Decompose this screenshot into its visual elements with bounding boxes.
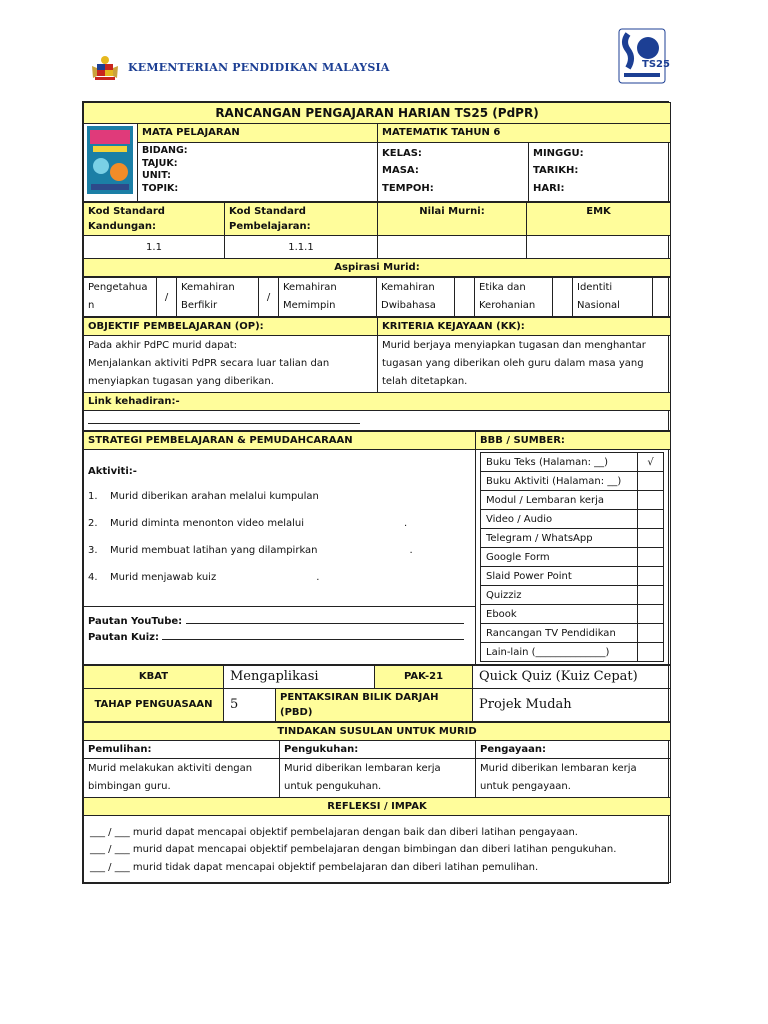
strategi-label: STRATEGI PEMBELAJARAN & PEMUDAHCARAAN [84, 432, 476, 450]
rph-title: RANCANGAN PENGAJARAN HARIAN TS25 (PdPR) [84, 103, 671, 124]
bbb-item[interactable]: Modul / Lembaran kerja [481, 491, 664, 510]
emk-label: EMK [527, 203, 671, 236]
book-cover-image [87, 126, 133, 194]
mid-fields [378, 142, 529, 201]
strategi-content [84, 450, 476, 665]
field-topik: TOPIK: [142, 183, 179, 195]
aspirasi-dwibahasa: Kemahiran Dwibahasa [377, 278, 455, 317]
subject-label: MATA PELAJARAN [138, 124, 378, 143]
nilai-murni-label: Nilai Murni: [378, 203, 527, 236]
aspirasi-etika: Etika dan Kerohanian [475, 278, 553, 317]
bbb-item[interactable]: Quizziz [481, 586, 664, 605]
pak21-label: PAK-21 [375, 666, 473, 689]
bbb-item[interactable]: Slaid Power Point [481, 567, 664, 586]
objektif-line-1: Pada akhir PdPC murid dapat: [88, 340, 237, 351]
bbb-list [480, 452, 664, 662]
tahap-value: 5 [224, 688, 276, 721]
link-underline [88, 412, 360, 424]
kandungan-value: 1.1 [84, 236, 225, 259]
objektif-label: OBJEKTIF PEMBELAJARAN (OP): [84, 318, 378, 336]
kandungan-label: Kod Standard Kandungan: [84, 203, 225, 236]
pembelajaran-label: Kod Standard Pembelajaran: [225, 203, 378, 236]
bbb-item[interactable]: Video / Audio [481, 510, 664, 529]
field-masa: MASA: [382, 165, 419, 177]
link-kehadiran-field[interactable] [84, 411, 671, 431]
tahap-label: TAHAP PENGUASAAN [84, 688, 224, 721]
activity-item: 4. Murid menjawab kuiz . [88, 572, 320, 583]
book-cover-cell [84, 124, 138, 202]
activity-list [88, 489, 471, 586]
ts25-logo-text: TS25 [642, 59, 670, 70]
refleksi-line: ___ / ___ murid dapat mencapai objektif pembelajaran dengan baik dan diberi latihan pengayaan. [90, 826, 578, 838]
field-tempoh: TEMPOH: [382, 182, 434, 194]
kriteria-label: KRITERIA KEJAYAAN (KK): [378, 318, 671, 336]
pbd-value: Projek Mudah [473, 688, 671, 721]
bbb-label: BBB / SUMBER: [476, 432, 671, 450]
tindakan-label: TINDAKAN SUSULAN UNTUK MURID [84, 722, 671, 740]
bbb-item[interactable]: Telegram / WhatsApp [481, 529, 664, 548]
field-hari: HARI: [533, 182, 565, 194]
field-tajuk: TAJUK: [142, 157, 178, 169]
objektif-line-2: Menjalankan aktiviti PdPR secara luar talian dan menyiapkan tugasan yang diberikan. [88, 358, 330, 387]
left-fields [138, 142, 378, 201]
pemulihan-text: Murid melakukan aktiviti dengan bimbingan guru. [84, 758, 280, 797]
bbb-item[interactable]: Lain-lain (______________) [481, 643, 664, 662]
bbb-item[interactable]: Buku Aktiviti (Halaman: __) [481, 472, 664, 491]
ministry-name: KEMENTERIAN PENDIDIKAN MALAYSIA [128, 61, 390, 74]
kbat-value: Mengaplikasi [224, 666, 375, 689]
aspirasi-mark-6 [653, 278, 671, 317]
link-kehadiran-label: Link kehadiran:- [84, 393, 671, 411]
bbb-item[interactable]: Buku Teks (Halaman: __) √ [481, 453, 664, 472]
objektif-text [84, 336, 378, 393]
emk-value [527, 236, 671, 259]
activity-item: 1. Murid diberikan arahan melalui kumpulan [88, 491, 319, 502]
bbb-item[interactable]: Google Form [481, 548, 664, 567]
aspirasi-mark-5 [553, 278, 573, 317]
pengayaan-label: Pengayaan: [476, 740, 671, 758]
aspirasi-label: Aspirasi Murid: [84, 259, 671, 277]
pengukuhan-label: Pengukuhan: [280, 740, 476, 758]
pemulihan-label: Pemulihan: [84, 740, 280, 758]
field-minggu: MINGGU: [533, 147, 584, 159]
aspirasi-identiti: Identiti Nasional [573, 278, 653, 317]
ts25-logo-icon [618, 28, 670, 84]
refleksi-line: ___ / ___ murid dapat mencapai objektif pembelajaran dengan bimbingan dan diberi latihan pengukuhan. [90, 844, 617, 855]
pengayaan-text: Murid diberikan lembaran kerja untuk pengayaan. [476, 758, 671, 797]
rph-sheet [82, 101, 669, 884]
field-tarikh: TARIKH: [533, 165, 579, 177]
field-bidang: BIDANG: [142, 144, 188, 156]
subject-value: MATEMATIK TAHUN 6 [378, 124, 671, 143]
pengukuhan-text: Murid diberikan lembaran kerja untuk pengukuhan. [280, 758, 476, 797]
pbd-label: PENTAKSIRAN BILIK DARJAH (PBD) [276, 688, 473, 721]
field-kelas: KELAS: [382, 147, 422, 159]
kriteria-text: Murid berjaya menyiapkan tugasan dan menghantar tugasan yang diberikan oleh guru dalam masa yang telah ditetapkan. [378, 336, 671, 393]
aspirasi-mark-2: / [259, 278, 279, 317]
refleksi-line: ___ / ___ murid tidak dapat mencapai objektif pembelajaran dan diberi latihan pemulihan. [90, 861, 539, 873]
bbb-item[interactable]: Rancangan TV Pendidikan [481, 624, 664, 643]
bbb-list-cell [476, 450, 671, 665]
nilai-murni-value [378, 236, 527, 259]
refleksi-label: REFLEKSI / IMPAK [84, 797, 671, 815]
activity-item: 2. Murid diminta menonton video melalui . [88, 518, 408, 529]
youtube-link-row[interactable]: Pautan YouTube: [88, 613, 471, 629]
bbb-item[interactable]: Ebook [481, 605, 664, 624]
pembelajaran-value: 1.1.1 [225, 236, 378, 259]
malaysia-crest-icon [90, 54, 120, 82]
pak21-value: Quick Quiz (Kuiz Cepat) [473, 666, 671, 689]
kuiz-link-row[interactable]: Pautan Kuiz: [88, 629, 471, 645]
aspirasi-mark-1: / [157, 278, 177, 317]
refleksi-content [84, 815, 671, 883]
activity-item: 3. Murid membuat latihan yang dilampirkan . [88, 545, 413, 556]
kbat-label: KBAT [84, 666, 224, 689]
aktiviti-label: Aktiviti:- [88, 466, 137, 477]
aspirasi-pengetahuan: Pengetahuan [84, 278, 157, 317]
right-fields [529, 142, 671, 201]
aspirasi-mark-4 [455, 278, 475, 317]
field-unit: UNIT: [142, 170, 171, 182]
aspirasi-berfikir: Kemahiran Berfikir [177, 278, 259, 317]
pautan-section [84, 606, 475, 645]
aspirasi-memimpin: Kemahiran Memimpin [279, 278, 377, 317]
